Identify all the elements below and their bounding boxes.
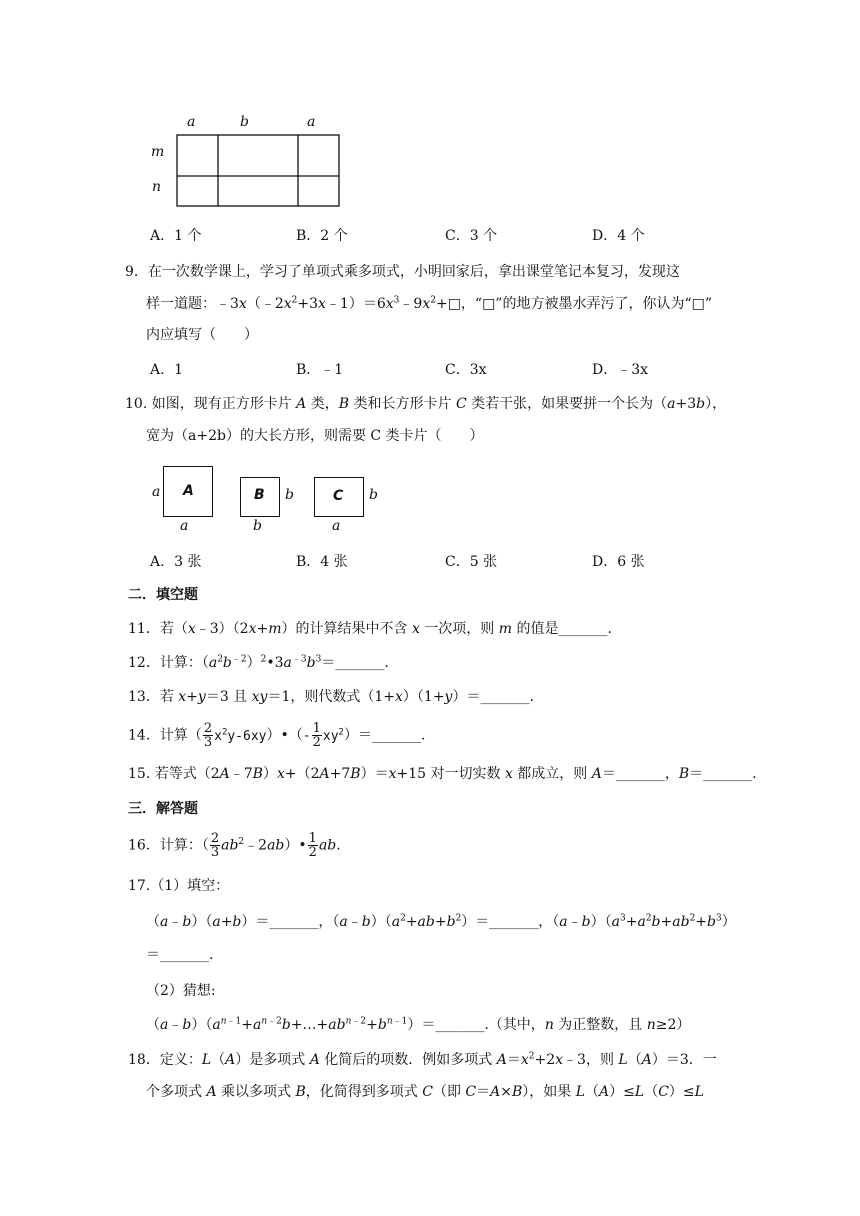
q8-option-b[interactable]: B．2 个 (296, 228, 348, 244)
label-a-left: a (187, 114, 196, 130)
q10-stem-line2: 宽为（a+2b）的大长方形，则需要 C 类卡片（ ） (146, 428, 484, 444)
q9-option-d[interactable]: D．﹣3x (592, 362, 649, 378)
card-c-bottom-label: a (332, 518, 341, 534)
q18-line1: 18．定义：L（A）是多项式 A 化简后的项数．例如多项式 $A=x^2+2x﹣3$，则 L（A）＝3．一 (128, 1051, 717, 1068)
q9-stem-line3: 内应填写（ ） (146, 327, 258, 343)
q10-stem-line1: 10. 如图，现有正方形卡片 A 类，B 类和长方形卡片 C 类若干张，如果要拼一个长为（a+3b）， (125, 396, 727, 412)
q8-option-c[interactable]: C．3 个 (445, 228, 498, 244)
q9-stem-line2: 样一道题：$﹣3x(﹣2x^2+3x﹣1)=6x^3﹣9x^2+□$，“□”的地方被墨水弄污了，你认为“□” (146, 295, 713, 312)
label-m: m (151, 144, 165, 160)
card-c-side-label: b (369, 487, 378, 503)
card-a-bottom-label: a (180, 518, 189, 534)
q11: 11．若（x﹣3）（2x+m）的计算结果中不含 x 一次项，则 m 的值是_______. (128, 621, 612, 637)
q15: 15. 若等式（2A﹣7B）x+（2A+7B）＝x+15 对一切实数 x 都成立，则 A＝_______，B＝_______. (128, 766, 757, 782)
q17-part1-label: 17.（1）填空： (128, 878, 230, 894)
q10-option-a[interactable]: A．3 张 (150, 554, 202, 570)
card-a-side-label: a (152, 484, 161, 500)
q16: 16．计算：（ $\frac{2}{3}$ $ab^2﹣2ab)•$ $\frac{1}{2}$ ab. (128, 831, 341, 860)
q10-option-c[interactable]: C．5 张 (445, 554, 498, 570)
q9-option-b[interactable]: B．﹣1 (296, 362, 344, 378)
section-solutions-heading: 三．解答题 (128, 801, 198, 817)
q10-options (0, 551, 860, 571)
card-b-side-label: b (285, 487, 294, 503)
q12: 12．计算：$(a^2b^{﹣2})^2•3a^{﹣3}b^3=\_\_\_\_\_\_\_$. (128, 654, 389, 671)
q13: 13．若 x+y＝3 且 xy＝1，则代数式（1+x）（1+y）＝_______. (128, 689, 534, 705)
q8-option-d[interactable]: D．4 个 (592, 228, 645, 244)
q9-options (0, 359, 860, 379)
card-b-label: B (254, 487, 265, 503)
card-c-label: C (333, 488, 344, 504)
q9-stem-line1: 9．在一次数学课上，学习了单项式乘多项式，小明回家后，拿出课堂笔记本复习，发现这 (125, 264, 680, 280)
card-a-label: A (183, 483, 194, 499)
label-a-right: a (307, 114, 316, 130)
q17-part2-label: （2）猜想: (146, 983, 216, 999)
q8-option-a[interactable]: A．1 个 (150, 228, 202, 244)
q17-part1-line1: （a﹣b）（a+b）＝_______，$(a﹣b)(a^2+ab+b^2)=\_\_\_\_\_\_\_$，$(a﹣b)(a^3+a^2b+ab^2+b^3)$ (146, 913, 736, 930)
q17-part2-line: $(a﹣b)(a^{n﹣1}+a^{n﹣2}b+\dots+ab^{n﹣2}+b^{n﹣1})=\_\_\_\_\_\_\_$.（其中，n 为正整数，且 n≥2） (146, 1016, 691, 1033)
q10-option-d[interactable]: D．6 张 (592, 554, 645, 570)
q9-option-a[interactable]: A．1 (150, 362, 184, 378)
q9-option-c[interactable]: C．3x (445, 362, 487, 378)
q8-options (0, 225, 860, 245)
section-fill-in-blank-heading: 二．填空题 (128, 587, 198, 603)
card-b-bottom-label: b (253, 518, 262, 534)
label-n: n (152, 179, 162, 195)
q14: 14．计算（ $\frac{2}{3}$ $x^2y-6xy)•(-$ $\frac{1}{2}$ $xy^2)=\_\_\_\_\_\_\_$. (128, 721, 426, 750)
q18-line2: 个多项式 A 乘以多项式 B，化简得到多项式 C（即 C＝A×B），如果 L（A）≤L（C）≤L (146, 1084, 704, 1100)
label-b: b (240, 114, 249, 130)
q10-option-b[interactable]: B．4 张 (296, 554, 348, 570)
q17-part1-line2: ＝_______. (146, 947, 214, 963)
